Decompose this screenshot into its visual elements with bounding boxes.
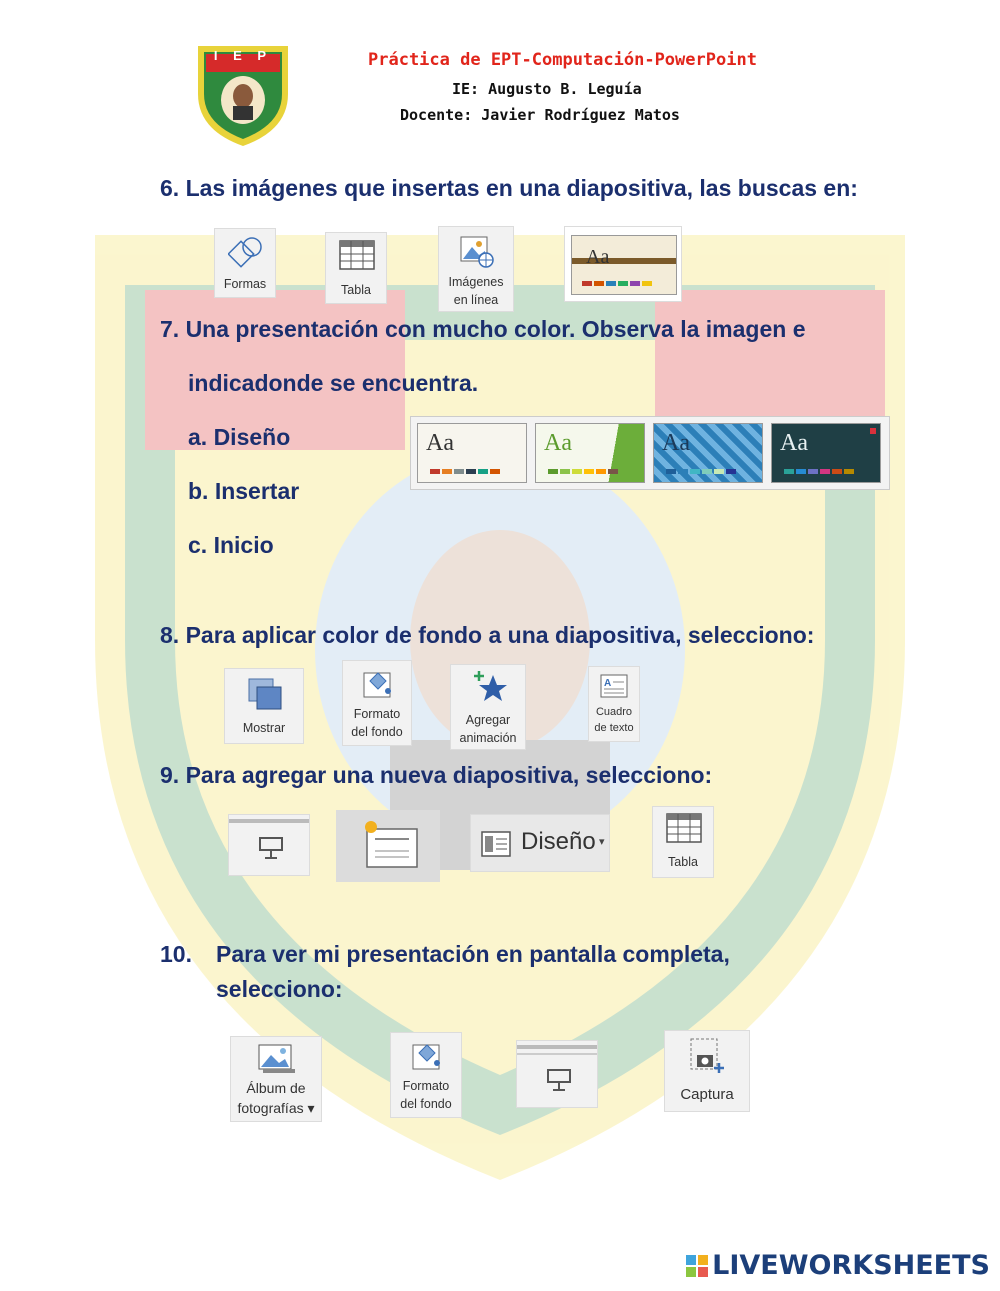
formato-fondo-label-2: del fondo: [351, 725, 403, 739]
formato-fondo-button-q10[interactable]: [390, 1032, 462, 1118]
layout-icon: [481, 831, 511, 857]
chevron-down-icon: ▾: [599, 836, 605, 848]
theme-aa-text: Aa: [586, 246, 610, 268]
teacher-name: Docente: Javier Rodríguez Matos: [400, 106, 680, 124]
question-9: 9. Para agregar una nueva diapositiva, selecciono:: [160, 762, 713, 788]
agregar-animacion-button[interactable]: [450, 664, 526, 750]
formato-fondo-label-1: Formato: [353, 707, 401, 721]
theme-4-aa: Aa: [780, 430, 808, 456]
table-icon: [666, 813, 702, 843]
theme-3-aa: Aa: [662, 430, 690, 456]
liveworksheets-blocks-icon: [686, 1255, 708, 1277]
tabla-label-q9: Tabla: [668, 855, 698, 869]
themes-gallery: [410, 416, 890, 490]
theme-2-aa: Aa: [544, 430, 572, 456]
tabla-label: Tabla: [341, 283, 371, 297]
album-label-2: fotografías ▾: [237, 1100, 315, 1116]
theme-3[interactable]: [653, 423, 763, 483]
projector-icon: [545, 1067, 573, 1093]
liveworksheets-logo: [686, 1250, 990, 1281]
option-c-inicio[interactable]: c. Inicio: [188, 532, 274, 558]
question-7-line2: indicadonde se encuentra.: [188, 370, 479, 396]
new-slide-button[interactable]: [336, 810, 440, 882]
cuadro-texto-label-2: de texto: [594, 722, 634, 734]
captura-button[interactable]: [664, 1030, 750, 1112]
textbox-icon: [599, 673, 631, 701]
school-name: IE: Augusto B. Leguía: [452, 80, 642, 98]
slideshow-button-q10[interactable]: [516, 1040, 598, 1108]
format-background-icon: [360, 667, 396, 701]
mostrar-label: Mostrar: [242, 721, 286, 735]
question-10-line1: Para ver mi presentación en pantalla completa,: [216, 941, 730, 967]
option-b-insertar[interactable]: b. Insertar: [188, 478, 300, 504]
online-images-button[interactable]: [438, 226, 514, 312]
formas-button[interactable]: [214, 228, 276, 298]
agregar-animacion-label-2: animación: [459, 731, 517, 745]
theme-thumbnail-button[interactable]: [564, 226, 682, 302]
star-animation-icon: [473, 669, 509, 705]
tabla-button-q9[interactable]: [652, 806, 714, 878]
question-7-line1: 7. Una presentación con mucho color. Observa la imagen e: [160, 316, 806, 342]
diseno-label: Diseño: [521, 828, 596, 855]
new-slide-icon: [361, 817, 421, 871]
slideshow-button[interactable]: [228, 814, 310, 876]
theme-1[interactable]: [417, 423, 527, 483]
page-title: Práctica de EPT-Computación-PowerPoint: [368, 50, 757, 70]
photo-album-icon: [257, 1041, 297, 1075]
agregar-animacion-label-1: Agregar: [465, 713, 511, 727]
logo-letters: I E P: [213, 48, 273, 63]
theme-4[interactable]: [771, 423, 881, 483]
screenshot-icon: [687, 1037, 727, 1077]
svg-text:A: A: [604, 678, 612, 689]
theme-2[interactable]: [535, 423, 645, 483]
shapes-icon: [228, 235, 264, 269]
question-10-line2: selecciono:: [216, 976, 343, 1002]
album-fotografias-button[interactable]: [230, 1036, 322, 1122]
formato-fondo-button[interactable]: [342, 660, 412, 746]
format-background-icon: [409, 1039, 445, 1073]
formas-label: Formas: [223, 277, 267, 291]
cuadro-texto-button[interactable]: [588, 666, 640, 742]
online-image-icon: [459, 233, 495, 269]
online-images-label-1: Imágenes: [448, 275, 504, 289]
liveworksheets-brand: LIVEWORKSHEETS: [712, 1250, 990, 1281]
tabla-button[interactable]: [325, 232, 387, 304]
cuadro-texto-label-1: Cuadro: [595, 706, 633, 718]
album-label-1: Álbum de: [246, 1080, 306, 1096]
table-icon: [339, 240, 375, 270]
formato-fondo-q10-label-2: del fondo: [400, 1097, 452, 1111]
online-images-label-2: en línea: [453, 293, 499, 307]
projector-icon: [257, 835, 285, 861]
captura-label: Captura: [680, 1086, 734, 1103]
mostrar-button[interactable]: [224, 668, 304, 744]
formato-fondo-q10-label-1: Formato: [402, 1079, 450, 1093]
diseno-dropdown-button[interactable]: [470, 814, 610, 872]
option-a-diseno[interactable]: a. Diseño: [188, 424, 291, 450]
theme-1-aa: Aa: [426, 430, 454, 456]
question-10-number: 10.: [160, 941, 192, 967]
question-6: 6. Las imágenes que insertas en una diapositiva, las buscas en:: [160, 175, 858, 201]
question-8: 8. Para aplicar color de fondo a una diapositiva, selecciono:: [160, 622, 815, 648]
overlap-icon: [247, 677, 283, 711]
